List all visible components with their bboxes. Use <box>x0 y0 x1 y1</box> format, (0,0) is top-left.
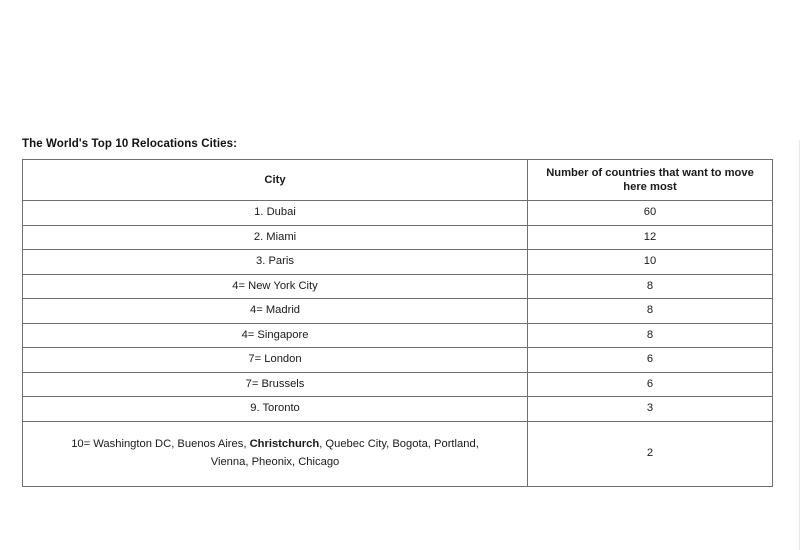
cell-city: 2. Miami <box>23 225 528 250</box>
page-title: The World's Top 10 Relocations Cities: <box>22 138 238 150</box>
table-row <box>23 421 773 486</box>
cell-count: 10 <box>528 250 773 275</box>
cell-city: 4= New York City <box>23 274 528 299</box>
table-row <box>23 225 773 250</box>
table-header <box>23 160 773 201</box>
cell-city: 1. Dubai <box>23 201 528 226</box>
cell-city: 7= London <box>23 348 528 373</box>
table-row <box>23 201 773 226</box>
cell-city: 4= Madrid <box>23 299 528 324</box>
cell-count: 2 <box>528 421 773 486</box>
relocations-table <box>22 159 773 487</box>
cell-count: 8 <box>528 299 773 324</box>
cell-count: 8 <box>528 323 773 348</box>
cell-count: 8 <box>528 274 773 299</box>
cell-city: 7= Brussels <box>23 372 528 397</box>
table-row <box>23 299 773 324</box>
cell-city-group <box>23 421 528 486</box>
column-header-city: City <box>23 160 528 201</box>
table-header-row <box>23 160 773 201</box>
cell-city: 4= Singapore <box>23 323 528 348</box>
cell-count: 60 <box>528 201 773 226</box>
city-group-suffix: , Quebec City, Bogota, Portland, Vienna, Pheonix, Chicago <box>210 438 479 468</box>
cell-count: 6 <box>528 348 773 373</box>
cell-count: 3 <box>528 397 773 422</box>
table-row <box>23 348 773 373</box>
cell-count: 12 <box>528 225 773 250</box>
table-row <box>23 323 773 348</box>
table-row <box>23 250 773 275</box>
table-row <box>23 372 773 397</box>
table-row <box>23 397 773 422</box>
cell-city: 3. Paris <box>23 250 528 275</box>
column-header-count: Number of countries that want to move here most <box>528 160 773 201</box>
cell-count: 6 <box>528 372 773 397</box>
document-content <box>22 138 772 487</box>
city-group-highlight: Christchurch <box>249 438 320 451</box>
cell-city: 9. Toronto <box>23 397 528 422</box>
table-row <box>23 274 773 299</box>
table-body <box>23 201 773 487</box>
city-group-prefix: 10= Washington DC, Buenos Aires, <box>71 438 250 451</box>
